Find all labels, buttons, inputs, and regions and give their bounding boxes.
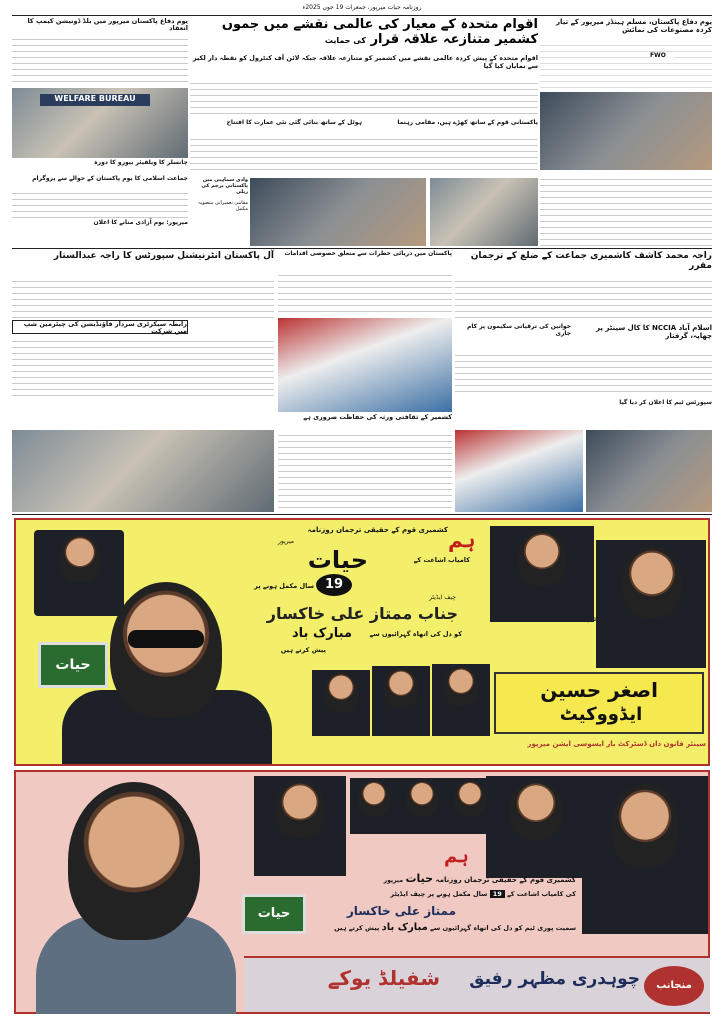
left-col-photo — [12, 88, 188, 158]
ad1-person-small-2 — [372, 666, 430, 736]
right-col-headline: یوم دفاع پاکستان، مسلم ہینڈز میرپور کے تیار کردہ مصنوعات کی نمائش — [556, 18, 712, 35]
ad1-person-small-1 — [312, 670, 370, 736]
ad1-success: کامیاب اشاعت کے — [413, 556, 470, 564]
mid-photo-center — [278, 318, 452, 412]
center-story-4: مقامی تعمیراتی منصوبہ مکمل — [197, 200, 248, 212]
ad2-person-c5 — [486, 776, 586, 878]
center-photo-2 — [250, 178, 426, 246]
fwo-tag: FWO — [650, 52, 674, 62]
ad2-footer-bar — [244, 956, 710, 1012]
mid-photo-right-2 — [586, 430, 712, 512]
center-body — [190, 134, 538, 174]
left-col-sub2: جماعت اسلامی کا یوم پاکستان کے حوالے سے پروگرام — [32, 175, 188, 182]
ad1-sponsor-name: اصغر حسین — [540, 678, 658, 702]
mid-headline-center-left: آل پاکستان انٹرنیشنل سپورٹس کا راجہ عبدالستار — [53, 251, 274, 261]
mid-body-e — [455, 350, 712, 396]
top-subline: اقوام متحدہ کے پیش کردہ عالمی نقشے میں کشمیر کو متنازعہ علاقہ جبکہ لائن آف کنٹرول کو نقطہ دار لکیر سے نمایاں کیا گیا — [192, 54, 538, 70]
ad1-sponsor-box — [494, 672, 704, 734]
ad1-greeting-pre: کو دل کی اتھاہ گہرائیوں سے — [369, 630, 462, 638]
ad2-person-c1 — [254, 776, 346, 876]
ad1-person-right-1 — [490, 526, 594, 622]
center-stories — [190, 120, 538, 246]
left-col-body — [12, 34, 188, 86]
mid-body-a — [12, 276, 274, 318]
sports-headline: سپورٹس ٹیم کا اعلان کر دیا گیا — [619, 399, 712, 406]
section-rule-2 — [12, 514, 712, 515]
ad1-person-right-2 — [596, 540, 706, 668]
ad1-topline: کشمیری قوم کے حقیقی ترجمان روزنامہ — [307, 526, 448, 534]
ad2-tag: ہم — [444, 846, 469, 867]
ad2-line1: کشمیری قوم کے حقیقی ترجمان روزنامہ حیات میرپور — [383, 872, 576, 885]
ad1-years-badge: 19 — [316, 574, 352, 596]
right-col-body — [540, 40, 712, 90]
mid-photo-left — [12, 430, 274, 512]
ncci-headline: اسلام آباد NCCIA کا کال سینٹر پر چھاپہ، گرفتار — [595, 324, 712, 341]
center-story-3: وادی سماہنی میں پاکستانی پرچم کی ریلی — [201, 177, 248, 195]
mid-headline-right: راجہ محمد کاشف کاشمیری جماعت کے ضلع کے ترجمان مقرر — [470, 251, 712, 272]
mid-body-b — [278, 270, 452, 316]
center-story-2: ہوٹل کے ساتھ بنائی گئی نئی عمارت کا افتتاح — [226, 119, 362, 126]
ad2-sponsor-city: شفیلڈ یوکے — [327, 966, 440, 990]
left-col-sub1: چانسلر کا ویلفیئر بیورو کا دورہ — [94, 159, 188, 166]
ad1-greeting: مبارک باد — [292, 626, 352, 641]
mid-headline-center-right: پاکستان میں دریائی خطرات سے متعلق خصوصی اقدامات — [284, 250, 452, 257]
ruins-headline: کشمیر کے ثقافتی ورثہ کی حفاظت ضروری ہے — [303, 413, 452, 421]
ad1-brand: حیات — [307, 546, 368, 574]
ad1-chief: جناب ممتاز علی خاکسار — [266, 604, 458, 623]
ad1-years-suffix: سال مکمل ہونے پر — [254, 582, 314, 590]
masthead-rule — [12, 15, 712, 16]
ad2-from-badge: منجانب — [644, 966, 704, 1006]
center-story-1: پاکستانی قوم کے ساتھ کھڑے ہیں، مقامی رہنما — [397, 119, 538, 126]
ad2-sponsor-name: چوہدری مظہر رفیق — [469, 969, 640, 989]
ad1-greeting-post: پیش کرتے ہیں — [280, 646, 326, 654]
ad1-logo: حیات — [38, 642, 108, 688]
ad1-person-small-3 — [432, 664, 490, 736]
mid-body-d — [12, 336, 274, 396]
ad2-person-c3 — [398, 778, 446, 834]
ad1-city: میرپور — [278, 538, 295, 545]
top-story-body — [190, 78, 538, 118]
ad2-frame — [14, 770, 710, 1014]
mid-body-c — [455, 276, 712, 322]
top-headline: اقوام متحدہ کے معیار کی عالمی نقشے میں جموں کشمیر متنازعہ علاقہ قرار کی حمایت — [221, 17, 538, 47]
center-photo-1 — [430, 178, 538, 246]
left-col-body2 — [12, 188, 188, 218]
sunglasses-icon — [128, 630, 204, 648]
ad1-sponsor-title: ایڈووکیٹ — [559, 704, 643, 725]
ad2-line3: سمیت پوری ٹیم کو دل کی اتھاہ گہرائیوں سے مبارک باد پیش کرتے ہیں — [334, 922, 576, 933]
ad2-person-left — [26, 776, 246, 1014]
ad1-tag: ہم — [448, 528, 476, 552]
ad1-sponsor-note: سینئر قانون دان ڈسٹرکٹ بار ایسوسی ایشن میرپور — [527, 740, 706, 748]
welfare-bureau-banner: WELFARE BUREAU — [40, 94, 150, 106]
mid-body-f — [278, 430, 452, 512]
mid-left-box: رابطہ سیکرٹری سردار فاؤنڈیشن کی چیئرمین شپ میں شرکت — [12, 320, 188, 334]
ad2-line2: کی کامیاب اشاعت کے 19 سال مکمل ہونے پر چیف ایڈیٹر — [390, 890, 576, 898]
right-col-photo — [540, 92, 712, 170]
left-col-sub3: میرپور: یوم آزادی منانے کا اعلان — [93, 219, 188, 226]
ad1-frame — [14, 518, 710, 766]
ad2-chief: ممتاز علی خاکسار — [346, 904, 456, 918]
section-rule-1 — [12, 248, 712, 249]
ad2-person-c2 — [350, 778, 398, 834]
mid-photo-right-1 — [455, 430, 583, 512]
dateline: روزنامہ حیات میرپور، جمعرات 19 جون 2025ء — [302, 4, 422, 11]
ad2-logo: حیات — [242, 894, 306, 934]
right-col-body2 — [540, 174, 712, 246]
ad2-person-right — [582, 776, 708, 934]
ad1-role: چیف ایڈیٹر — [429, 594, 456, 601]
left-col-headline: یوم دفاع پاکستان میرپور میں بلڈ ڈونیشن کیمپ کا انعقاد — [27, 17, 188, 33]
women-headline: خواتین کی ترقیاتی سکیموں پر کام جاری — [466, 323, 571, 337]
